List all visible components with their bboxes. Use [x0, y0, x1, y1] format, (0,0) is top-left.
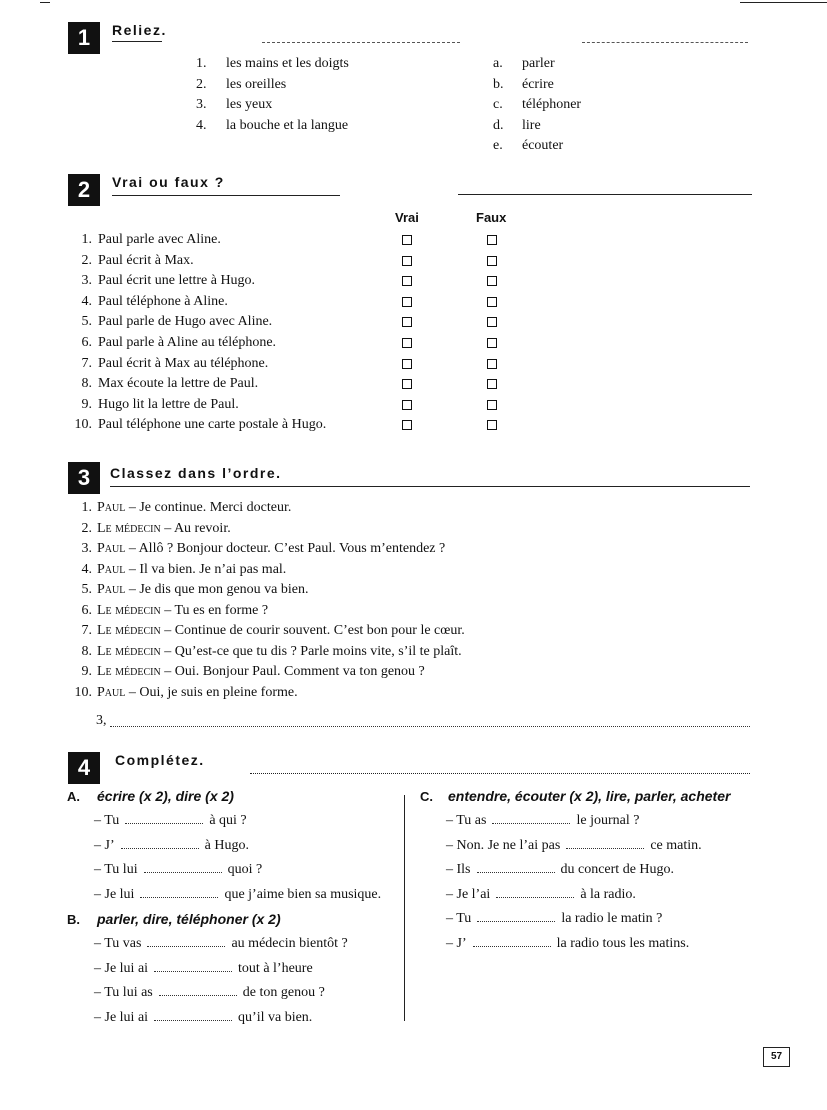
dialogue-number: 10.: [74, 684, 92, 700]
list-item-text: les oreilles: [226, 76, 287, 92]
vrai-checkbox[interactable]: [402, 297, 412, 307]
answer-line: [262, 42, 460, 43]
dialogue-number: 5.: [81, 582, 92, 597]
dialogue-speaker: Le médecin: [97, 623, 161, 638]
fill-in-rest: que j’aime bien sa musique.: [224, 886, 382, 902]
fill-in-prompt: – Tu vas: [94, 936, 142, 951]
fill-in-blank[interactable]: [492, 813, 570, 824]
statement-text: Paul parle de Hugo avec Aline.: [98, 314, 273, 330]
fill-in-blank[interactable]: [154, 1010, 232, 1021]
list-item-letter: a.: [493, 56, 503, 71]
statement-number: 2.: [81, 252, 92, 268]
statement-number: 10.: [74, 417, 92, 433]
statement-text: Paul parle à Aline au téléphone.: [98, 335, 277, 350]
section-c-verbs: entendre, écouter (x 2), lire, parler, acheter: [448, 788, 731, 804]
vrai-checkbox[interactable]: [402, 317, 412, 327]
dialogue-text: – Qu’est-ce que tu dis ? Parle moins vite, s’il te plaît.: [160, 643, 462, 659]
answer-line: [112, 195, 340, 196]
dialogue-line: [97, 582, 308, 598]
vrai-checkbox[interactable]: [402, 359, 412, 369]
dialogue-line: [97, 603, 268, 619]
dialogue-number: 9.: [81, 664, 92, 679]
list-item-number: 4.: [196, 117, 207, 133]
fill-in-rest: quoi ?: [227, 862, 263, 877]
exercise-2-number: 2: [68, 174, 100, 206]
exercise-4-number: 4: [68, 752, 100, 784]
list-item-letter: d.: [493, 117, 504, 133]
dialogue-number: 2.: [81, 520, 92, 536]
exercise-3-title: Classez dans l’ordre.: [110, 465, 282, 481]
dialogue-speaker: Paul: [97, 582, 126, 597]
fill-in-blank[interactable]: [496, 887, 574, 898]
list-item-text: les yeux: [226, 97, 273, 112]
fill-in-blank[interactable]: [159, 985, 237, 996]
top-edge-mark: [740, 2, 827, 3]
vrai-checkbox[interactable]: [402, 338, 412, 348]
fill-in-prompt: – Tu as: [446, 813, 487, 828]
dialogue-text: – Tu es en forme ?: [160, 602, 269, 618]
statement-number: 8.: [81, 376, 92, 392]
fill-in-blank[interactable]: [125, 813, 203, 824]
fill-in-rest: du concert de Hugo.: [560, 862, 675, 877]
top-edge-mark: [40, 2, 50, 3]
dialogue-number: 4.: [81, 561, 92, 577]
dialogue-line: [97, 500, 291, 516]
fill-in-rest: au médecin bientôt ?: [231, 936, 348, 951]
statement-number: 9.: [81, 396, 92, 412]
fill-in-line: [94, 985, 325, 1001]
list-item-number: 1.: [196, 56, 207, 71]
fill-in-rest: le journal ?: [576, 813, 640, 828]
fill-in-rest: qu’il va bien.: [238, 1009, 313, 1025]
fill-in-blank[interactable]: [140, 887, 218, 898]
fill-in-prompt: – Je lui ai: [94, 1009, 149, 1025]
dialogue-text: – Je dis que mon genou va bien.: [125, 582, 309, 597]
dialogue-speaker: Paul: [97, 541, 126, 556]
section-a-verbs: écrire (x 2), dire (x 2): [97, 788, 234, 804]
fill-in-prompt: – J’: [94, 837, 115, 853]
fill-in-rest: la radio le matin ?: [561, 911, 663, 926]
fill-in-line: [94, 838, 249, 854]
fill-in-line: [446, 862, 674, 878]
fill-in-rest: à qui ?: [209, 813, 247, 828]
dialogue-speaker: Paul: [97, 684, 126, 700]
dialogue-speaker: Paul: [97, 500, 126, 515]
faux-checkbox[interactable]: [487, 420, 497, 430]
fill-in-line: [446, 911, 662, 927]
list-item-letter: b.: [493, 76, 504, 92]
fill-in-prompt: – Tu lui as: [94, 985, 153, 1000]
fill-in-rest: à Hugo.: [204, 837, 249, 853]
fill-in-prompt: – Je lui: [94, 886, 135, 902]
fill-in-rest: la radio tous les matins.: [556, 935, 690, 951]
vrai-checkbox[interactable]: [402, 400, 412, 410]
exercise-1-title: Reliez.: [112, 22, 167, 38]
fill-in-rest: tout à l’heure: [238, 960, 313, 976]
faux-checkbox[interactable]: [487, 235, 497, 245]
exercise-1-title-underline: [112, 41, 162, 42]
statement-text: Paul téléphone à Aline.: [98, 293, 228, 309]
statement-text: Paul écrit à Max.: [98, 252, 194, 268]
list-item-text: écrire: [522, 76, 554, 92]
answer-line: [110, 486, 750, 487]
list-item-letter: c.: [493, 97, 503, 112]
faux-checkbox[interactable]: [487, 338, 497, 348]
column-divider: [404, 795, 405, 1021]
fill-in-rest: de ton genou ?: [242, 985, 325, 1000]
dialogue-speaker: Le médecin: [97, 602, 161, 618]
dialogue-speaker: Le médecin: [97, 664, 161, 679]
fill-in-line: [94, 862, 262, 878]
order-answer-line[interactable]: [110, 726, 750, 727]
list-item-text: parler: [522, 56, 555, 71]
fill-in-prompt: – Ils: [446, 862, 471, 877]
statement-text: Paul téléphone une carte postale à Hugo.: [98, 417, 327, 433]
fill-in-line: [94, 1010, 312, 1026]
vrai-checkbox[interactable]: [402, 420, 412, 430]
list-item-text: les mains et les doigts: [226, 56, 349, 71]
fill-in-line: [446, 813, 639, 829]
dialogue-number: 7.: [81, 623, 92, 638]
dialogue-text: – Oui, je suis en pleine forme.: [125, 684, 298, 700]
statement-text: Paul écrit à Max au téléphone.: [98, 355, 269, 371]
dialogue-line: [97, 685, 298, 701]
list-item-number: 3.: [196, 97, 207, 112]
fill-in-line: [446, 936, 689, 952]
vrai-checkbox[interactable]: [402, 276, 412, 286]
dialogue-text: – Je continue. Merci docteur.: [125, 500, 292, 515]
fill-in-rest: ce matin.: [650, 837, 702, 853]
section-c-letter: C.: [420, 789, 433, 804]
fill-in-line: [446, 887, 636, 903]
list-item-letter: e.: [493, 138, 503, 153]
dialogue-line: [97, 623, 465, 639]
vrai-checkbox[interactable]: [402, 235, 412, 245]
order-answer-start: 3,: [96, 713, 107, 728]
statement-number: 6.: [81, 335, 92, 350]
faux-checkbox[interactable]: [487, 317, 497, 327]
page-number: 57: [770, 1051, 783, 1062]
fill-in-line: [94, 887, 381, 903]
list-item-text: la bouche et la langue: [226, 117, 349, 133]
dialogue-line: [97, 562, 286, 578]
section-b-verbs: parler, dire, téléphoner (x 2): [97, 911, 281, 927]
statement-text: Hugo lit la lettre de Paul.: [98, 396, 239, 412]
list-item-text: lire: [522, 117, 541, 133]
statement-text: Paul parle avec Aline.: [98, 232, 221, 247]
column-header-vrai: Vrai: [395, 210, 419, 225]
dialogue-text: – Il va bien. Je n’ai pas mal.: [125, 561, 287, 577]
faux-checkbox[interactable]: [487, 400, 497, 410]
list-item-number: 2.: [196, 76, 207, 92]
section-b-letter: B.: [67, 912, 80, 927]
dialogue-line: [97, 521, 231, 537]
fill-in-prompt: – Tu lui: [94, 862, 138, 877]
statement-number: 3.: [81, 273, 92, 289]
dialogue-number: 1.: [81, 500, 92, 515]
fill-in-blank[interactable]: [477, 862, 555, 873]
fill-in-blank[interactable]: [147, 936, 225, 947]
fill-in-line: [94, 813, 247, 829]
fill-in-prompt: – Non. Je ne l’ai pas: [446, 837, 561, 853]
fill-in-blank[interactable]: [144, 862, 222, 873]
fill-in-blank[interactable]: [477, 911, 555, 922]
section-a-letter: A.: [67, 789, 80, 804]
fill-in-prompt: – Je lui ai: [94, 960, 149, 976]
dialogue-number: 6.: [81, 602, 92, 618]
column-header-faux: Faux: [476, 210, 507, 225]
fill-in-blank[interactable]: [154, 961, 232, 972]
vrai-checkbox[interactable]: [402, 256, 412, 266]
faux-checkbox[interactable]: [487, 379, 497, 389]
statement-number: 1.: [81, 232, 92, 247]
dialogue-line: [97, 664, 425, 680]
statement-number: 5.: [81, 314, 92, 330]
statement-text: Paul écrit une lettre à Hugo.: [98, 273, 256, 289]
dialogue-line: [97, 644, 462, 660]
faux-checkbox[interactable]: [487, 359, 497, 369]
fill-in-line: [94, 961, 313, 977]
fill-in-blank[interactable]: [473, 936, 551, 947]
fill-in-blank[interactable]: [121, 838, 199, 849]
dialogue-text: – Continue de courir souvent. C’est bon pour le cœur.: [160, 623, 465, 638]
dialogue-line: [97, 541, 445, 557]
dialogue-speaker: Le médecin: [97, 520, 161, 536]
exercise-2-title: Vrai ou faux ?: [112, 174, 225, 190]
exercise-1-number: 1: [68, 22, 100, 54]
fill-in-blank[interactable]: [566, 838, 644, 849]
answer-line: [582, 42, 748, 43]
statement-number: 4.: [81, 293, 92, 309]
answer-line: [250, 773, 750, 774]
faux-checkbox[interactable]: [487, 256, 497, 266]
dialogue-number: 3.: [81, 541, 92, 556]
fill-in-prompt: – Je l’ai: [446, 886, 491, 902]
fill-in-rest: à la radio.: [580, 886, 636, 902]
dialogue-text: – Oui. Bonjour Paul. Comment va ton genou ?: [160, 664, 425, 679]
dialogue-speaker: Le médecin: [97, 643, 161, 659]
fill-in-prompt: – J’: [446, 935, 467, 951]
exercise-4-title: Complétez.: [115, 752, 205, 768]
fill-in-line: [94, 936, 348, 952]
fill-in-line: [446, 838, 702, 854]
faux-checkbox[interactable]: [487, 276, 497, 286]
dialogue-text: – Au revoir.: [160, 520, 231, 536]
dialogue-speaker: Paul: [97, 561, 126, 577]
dialogue-number: 8.: [81, 643, 92, 659]
answer-line: [458, 194, 752, 195]
vrai-checkbox[interactable]: [402, 379, 412, 389]
fill-in-prompt: – Tu: [94, 813, 120, 828]
exercise-3-number: 3: [68, 462, 100, 494]
dialogue-text: – Allô ? Bonjour docteur. C’est Paul. Vous m’entendez ?: [125, 541, 446, 556]
list-item-text: téléphoner: [522, 97, 582, 112]
fill-in-prompt: – Tu: [446, 911, 472, 926]
statement-number: 7.: [81, 355, 92, 371]
faux-checkbox[interactable]: [487, 297, 497, 307]
list-item-text: écouter: [522, 138, 564, 153]
statement-text: Max écoute la lettre de Paul.: [98, 376, 259, 392]
